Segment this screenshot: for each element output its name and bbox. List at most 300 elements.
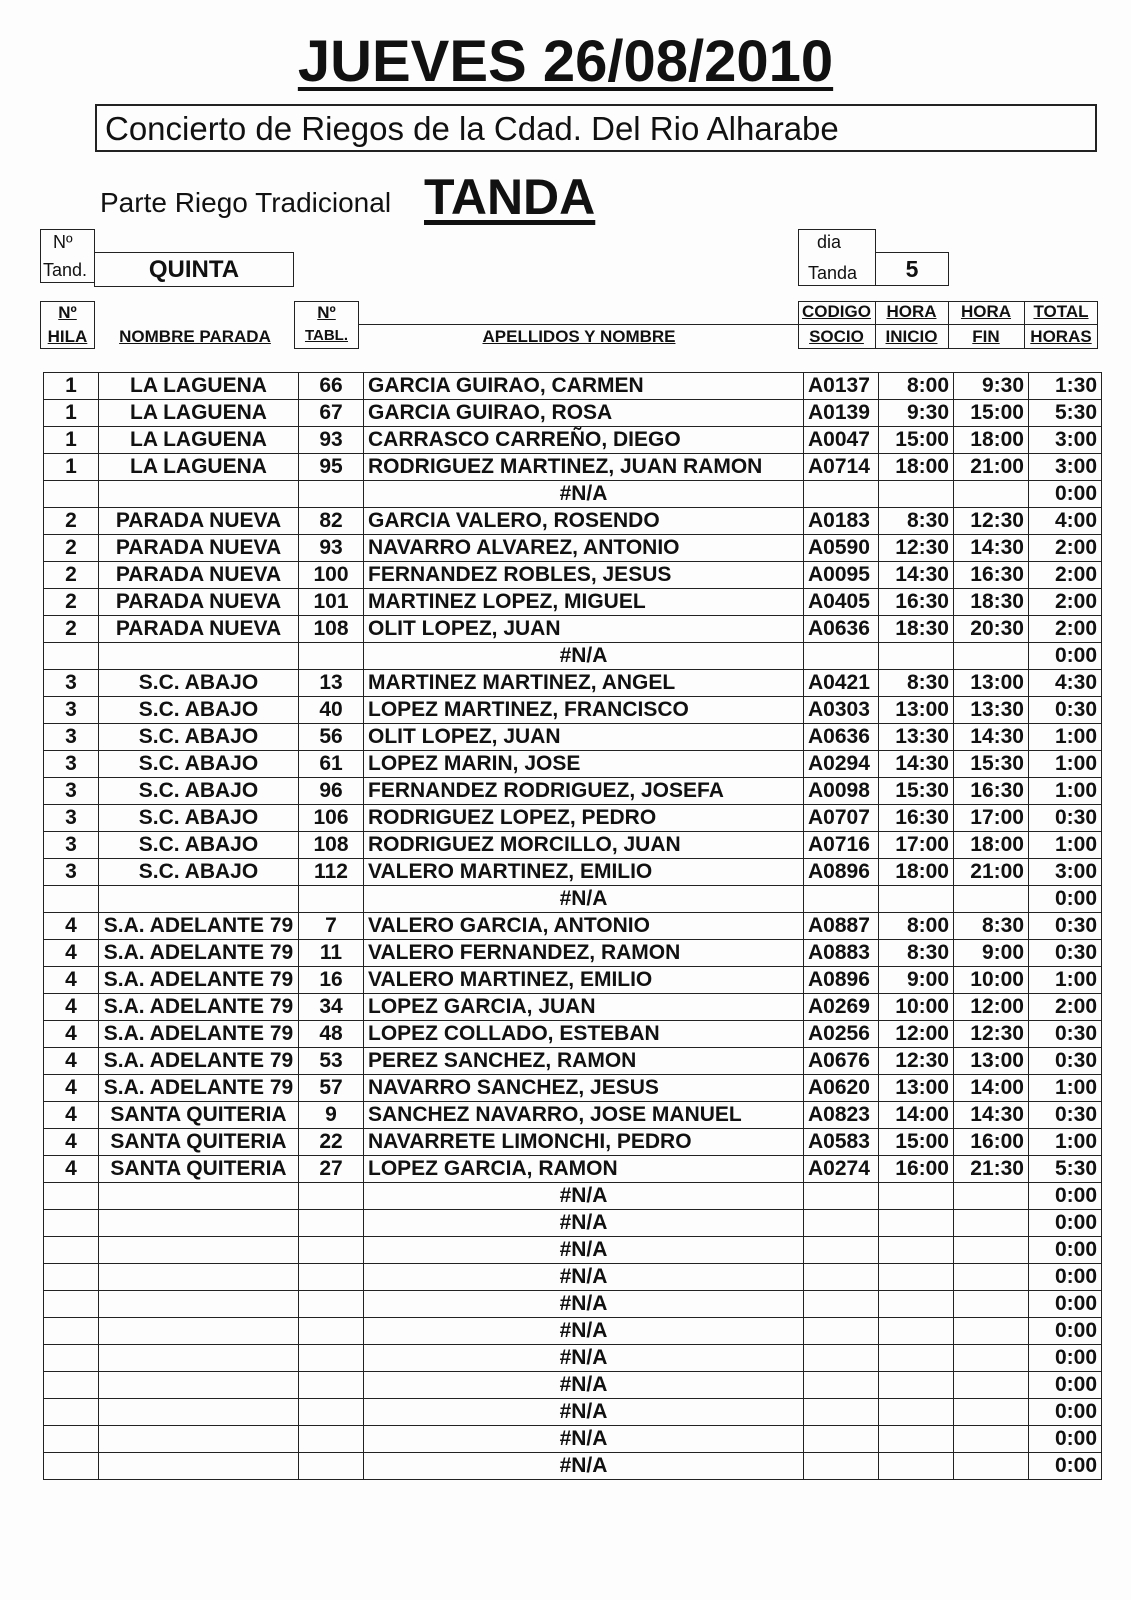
cell-inicio: 18:30	[879, 616, 954, 643]
cell-total: 0:30	[1029, 1048, 1102, 1075]
cell-codigo: A0883	[804, 940, 879, 967]
cell-hila: 1	[44, 427, 99, 454]
cell-parada: S.A. ADELANTE 79	[99, 1048, 299, 1075]
cell-hila: 4	[44, 1102, 99, 1129]
cell-inicio	[879, 481, 954, 508]
cell-parada: LA LAGUENA	[99, 454, 299, 481]
cell-hila: 3	[44, 724, 99, 751]
cell-hila: 2	[44, 535, 99, 562]
cell-nombre: GARCIA VALERO, ROSENDO	[364, 508, 804, 535]
cell-fin: 18:30	[954, 589, 1029, 616]
table-row	[44, 1075, 1102, 1102]
cell-hila: 3	[44, 751, 99, 778]
riego-table-body	[44, 373, 1102, 1480]
cell-inicio: 16:00	[879, 1156, 954, 1183]
cell-hila	[44, 1210, 99, 1237]
cell-parada: LA LAGUENA	[99, 400, 299, 427]
cell-parada: S.C. ABAJO	[99, 697, 299, 724]
cell-nombre: NAVARRETE LIMONCHI, PEDRO	[364, 1129, 804, 1156]
cell-fin: 16:00	[954, 1129, 1029, 1156]
cell-hila: 3	[44, 778, 99, 805]
table-row	[44, 1210, 1102, 1237]
cell-nombre: RODRIGUEZ MORCILLO, JUAN	[364, 832, 804, 859]
cell-fin	[954, 481, 1029, 508]
cell-inicio: 15:00	[879, 427, 954, 454]
cell-fin: 13:00	[954, 1048, 1029, 1075]
subtitle-box	[95, 104, 1097, 152]
cell-tabl	[299, 481, 364, 508]
cell-hila: 3	[44, 832, 99, 859]
cell-fin	[954, 1426, 1029, 1453]
cell-parada	[99, 1237, 299, 1264]
cell-parada	[99, 1318, 299, 1345]
cell-total: 2:00	[1029, 562, 1102, 589]
cell-nombre: LOPEZ GARCIA, JUAN	[364, 994, 804, 1021]
cell-codigo	[804, 1210, 879, 1237]
cell-hila	[44, 1264, 99, 1291]
cell-total: 0:30	[1029, 697, 1102, 724]
cell-fin: 21:00	[954, 859, 1029, 886]
cell-nombre: LOPEZ MARIN, JOSE	[364, 751, 804, 778]
cell-tabl: 95	[299, 454, 364, 481]
cell-hila	[44, 1291, 99, 1318]
table-row	[44, 1129, 1102, 1156]
cell-nombre: LOPEZ MARTINEZ, FRANCISCO	[364, 697, 804, 724]
cell-nombre: VALERO FERNANDEZ, RAMON	[364, 940, 804, 967]
cell-total: 0:00	[1029, 1372, 1102, 1399]
subtitle-text: Concierto de Riegos de la Cdad. Del Rio Alharabe	[105, 110, 839, 147]
table-row	[44, 670, 1102, 697]
cell-fin: 21:30	[954, 1156, 1029, 1183]
cell-fin: 9:00	[954, 940, 1029, 967]
cell-hila: 3	[44, 805, 99, 832]
cell-total: 4:00	[1029, 508, 1102, 535]
cell-hila	[44, 1237, 99, 1264]
cell-hila	[44, 1453, 99, 1480]
table-row	[44, 1318, 1102, 1345]
cell-total: 0:30	[1029, 1102, 1102, 1129]
cell-codigo	[804, 886, 879, 913]
cell-total: 0:30	[1029, 1021, 1102, 1048]
cell-fin: 13:30	[954, 697, 1029, 724]
table-row	[44, 994, 1102, 1021]
cell-parada: PARADA NUEVA	[99, 508, 299, 535]
cell-fin	[954, 1453, 1029, 1480]
cell-hila: 4	[44, 913, 99, 940]
cell-inicio: 12:00	[879, 1021, 954, 1048]
cell-codigo: A0707	[804, 805, 879, 832]
cell-fin	[954, 1318, 1029, 1345]
cell-hila: 2	[44, 562, 99, 589]
cell-nombre: #N/A	[364, 1183, 804, 1210]
cell-inicio	[879, 643, 954, 670]
cell-inicio	[879, 1372, 954, 1399]
cell-codigo	[804, 1318, 879, 1345]
cell-nombre: #N/A	[364, 643, 804, 670]
hdr-right-divider	[798, 324, 1098, 325]
cell-codigo	[804, 1399, 879, 1426]
cell-nombre: #N/A	[364, 1372, 804, 1399]
cell-nombre: GARCIA GUIRAO, CARMEN	[364, 373, 804, 400]
table-row	[44, 1426, 1102, 1453]
cell-tabl	[299, 1318, 364, 1345]
cell-total: 0:00	[1029, 1237, 1102, 1264]
cell-total: 1:00	[1029, 724, 1102, 751]
cell-hila	[44, 643, 99, 670]
table-row	[44, 373, 1102, 400]
table-row	[44, 967, 1102, 994]
cell-tabl: 61	[299, 751, 364, 778]
hdr-hila-1: Nº	[58, 303, 77, 322]
cell-hila	[44, 481, 99, 508]
cell-parada: S.A. ADELANTE 79	[99, 994, 299, 1021]
tanda-heading: TANDA	[424, 169, 596, 225]
cell-parada: LA LAGUENA	[99, 373, 299, 400]
cell-fin: 16:30	[954, 562, 1029, 589]
cell-fin: 8:30	[954, 913, 1029, 940]
cell-nombre: VALERO MARTINEZ, EMILIO	[364, 967, 804, 994]
cell-nombre: CARRASCO CARREÑO, DIEGO	[364, 427, 804, 454]
cell-hila	[44, 1372, 99, 1399]
cell-parada: S.A. ADELANTE 79	[99, 1075, 299, 1102]
cell-fin	[954, 1183, 1029, 1210]
cell-parada	[99, 1426, 299, 1453]
cell-codigo: A0139	[804, 400, 879, 427]
hdr-hila-2: HILA	[47, 327, 88, 346]
cell-fin: 18:00	[954, 427, 1029, 454]
cell-nombre: #N/A	[364, 1237, 804, 1264]
cell-fin: 21:00	[954, 454, 1029, 481]
cell-fin: 15:00	[954, 400, 1029, 427]
table-row	[44, 400, 1102, 427]
cell-total: 1:00	[1029, 1129, 1102, 1156]
cell-parada: SANTA QUITERIA	[99, 1102, 299, 1129]
cell-fin: 13:00	[954, 670, 1029, 697]
cell-total: 3:00	[1029, 859, 1102, 886]
cell-total: 4:30	[1029, 670, 1102, 697]
cell-hila: 4	[44, 1129, 99, 1156]
cell-nombre: PEREZ SANCHEZ, RAMON	[364, 1048, 804, 1075]
cell-nombre: LOPEZ COLLADO, ESTEBAN	[364, 1021, 804, 1048]
cell-codigo: A0269	[804, 994, 879, 1021]
cell-inicio: 12:30	[879, 535, 954, 562]
cell-nombre: VALERO MARTINEZ, EMILIO	[364, 859, 804, 886]
cell-tabl	[299, 1372, 364, 1399]
hdr-inicio-1: HORA	[886, 302, 937, 321]
cell-nombre: MARTINEZ LOPEZ, MIGUEL	[364, 589, 804, 616]
cell-parada	[99, 886, 299, 913]
cell-codigo: A0183	[804, 508, 879, 535]
cell-nombre: VALERO GARCIA, ANTONIO	[364, 913, 804, 940]
cell-inicio: 12:30	[879, 1048, 954, 1075]
cell-total: 0:00	[1029, 1426, 1102, 1453]
cell-total: 1:00	[1029, 1075, 1102, 1102]
cell-codigo	[804, 1291, 879, 1318]
table-row	[44, 1102, 1102, 1129]
cell-total: 2:00	[1029, 535, 1102, 562]
cell-codigo: A0716	[804, 832, 879, 859]
cell-codigo: A0620	[804, 1075, 879, 1102]
cell-inicio: 15:00	[879, 1129, 954, 1156]
table-row	[44, 940, 1102, 967]
cell-fin	[954, 1264, 1029, 1291]
cell-parada	[99, 1291, 299, 1318]
cell-tabl: 112	[299, 859, 364, 886]
cell-tabl	[299, 1210, 364, 1237]
cell-total: 2:00	[1029, 589, 1102, 616]
cell-total: 0:00	[1029, 1291, 1102, 1318]
cell-codigo	[804, 1453, 879, 1480]
cell-total: 0:00	[1029, 1183, 1102, 1210]
hdr-inicio-2: INICIO	[885, 327, 938, 346]
cell-inicio: 8:00	[879, 373, 954, 400]
cell-tabl	[299, 1399, 364, 1426]
table-row	[44, 616, 1102, 643]
cell-fin: 12:00	[954, 994, 1029, 1021]
cell-tabl: 9	[299, 1102, 364, 1129]
cell-parada: PARADA NUEVA	[99, 562, 299, 589]
hdr-fin-1: HORA	[960, 302, 1012, 321]
cell-inicio: 16:30	[879, 589, 954, 616]
cell-codigo: A0294	[804, 751, 879, 778]
dia-tanda-label-2: Tanda	[808, 263, 858, 283]
cell-parada: LA LAGUENA	[99, 427, 299, 454]
cell-inicio: 8:00	[879, 913, 954, 940]
hdr-fin-2: FIN	[972, 327, 1000, 346]
cell-parada	[99, 1264, 299, 1291]
cell-inicio	[879, 886, 954, 913]
cell-fin: 18:00	[954, 832, 1029, 859]
cell-hila: 4	[44, 1021, 99, 1048]
cell-fin: 12:30	[954, 508, 1029, 535]
cell-inicio: 10:00	[879, 994, 954, 1021]
cell-nombre: LOPEZ GARCIA, RAMON	[364, 1156, 804, 1183]
cell-total: 2:00	[1029, 994, 1102, 1021]
table-row	[44, 1453, 1102, 1480]
cell-total: 0:00	[1029, 1453, 1102, 1480]
cell-codigo: A0676	[804, 1048, 879, 1075]
cell-parada	[99, 1372, 299, 1399]
page-title	[0, 28, 1131, 95]
cell-tabl: 108	[299, 832, 364, 859]
cell-nombre: #N/A	[364, 1210, 804, 1237]
cell-parada: S.A. ADELANTE 79	[99, 940, 299, 967]
table-row	[44, 481, 1102, 508]
cell-inicio	[879, 1210, 954, 1237]
cell-inicio: 17:00	[879, 832, 954, 859]
table-row	[44, 1291, 1102, 1318]
cell-hila	[44, 1345, 99, 1372]
cell-nombre: #N/A	[364, 1318, 804, 1345]
cell-parada	[99, 1453, 299, 1480]
cell-total: 3:00	[1029, 454, 1102, 481]
cell-tabl	[299, 1453, 364, 1480]
cell-total: 5:30	[1029, 1156, 1102, 1183]
cell-inicio: 8:30	[879, 508, 954, 535]
cell-hila	[44, 1399, 99, 1426]
cell-codigo	[804, 1372, 879, 1399]
cell-fin: 16:30	[954, 778, 1029, 805]
cell-fin	[954, 1399, 1029, 1426]
table-row	[44, 589, 1102, 616]
hdr-total-1: TOTAL	[1033, 302, 1089, 321]
cell-total: 0:30	[1029, 913, 1102, 940]
cell-parada	[99, 1183, 299, 1210]
cell-codigo	[804, 1426, 879, 1453]
cell-fin: 14:30	[954, 724, 1029, 751]
cell-parada: S.C. ABAJO	[99, 859, 299, 886]
cell-nombre: OLIT LOPEZ, JUAN	[364, 724, 804, 751]
cell-inicio: 14:00	[879, 1102, 954, 1129]
cell-parada: S.C. ABAJO	[99, 832, 299, 859]
cell-parada: PARADA NUEVA	[99, 616, 299, 643]
riego-table	[43, 372, 1102, 1480]
hdr-nombre: APELLIDOS Y NOMBRE	[482, 327, 676, 346]
cell-inicio: 9:00	[879, 967, 954, 994]
cell-hila: 1	[44, 373, 99, 400]
cell-nombre: #N/A	[364, 1453, 804, 1480]
cell-codigo: A0714	[804, 454, 879, 481]
page-title-text: JUEVES 26/08/2010	[297, 29, 834, 94]
cell-inicio: 18:00	[879, 454, 954, 481]
cell-codigo: A0583	[804, 1129, 879, 1156]
cell-total: 0:00	[1029, 886, 1102, 913]
cell-nombre: #N/A	[364, 481, 804, 508]
cell-tabl	[299, 1426, 364, 1453]
cell-tabl: 106	[299, 805, 364, 832]
cell-fin	[954, 1345, 1029, 1372]
cell-total: 0:30	[1029, 805, 1102, 832]
cell-total: 0:00	[1029, 1399, 1102, 1426]
cell-inicio	[879, 1453, 954, 1480]
cell-parada: S.A. ADELANTE 79	[99, 913, 299, 940]
cell-hila	[44, 886, 99, 913]
cell-inicio: 14:30	[879, 751, 954, 778]
hdr-divider	[359, 324, 799, 325]
dia-tanda-value: 5	[875, 252, 949, 286]
cell-hila: 4	[44, 994, 99, 1021]
cell-parada: S.C. ABAJO	[99, 751, 299, 778]
cell-hila: 2	[44, 589, 99, 616]
cell-fin	[954, 886, 1029, 913]
cell-nombre: SANCHEZ NAVARRO, JOSE MANUEL	[364, 1102, 804, 1129]
n-tand-label-1: Nº	[53, 232, 73, 252]
cell-tabl	[299, 1264, 364, 1291]
cell-fin: 14:00	[954, 1075, 1029, 1102]
table-row	[44, 1399, 1102, 1426]
cell-codigo	[804, 1345, 879, 1372]
cell-tabl: 57	[299, 1075, 364, 1102]
cell-inicio	[879, 1183, 954, 1210]
cell-parada: S.A. ADELANTE 79	[99, 967, 299, 994]
cell-tabl: 34	[299, 994, 364, 1021]
cell-codigo	[804, 1237, 879, 1264]
cell-codigo: A0896	[804, 967, 879, 994]
cell-codigo: A0405	[804, 589, 879, 616]
cell-tabl	[299, 1291, 364, 1318]
cell-tabl: 48	[299, 1021, 364, 1048]
cell-codigo: A0887	[804, 913, 879, 940]
cell-hila: 3	[44, 670, 99, 697]
cell-tabl: 16	[299, 967, 364, 994]
cell-codigo	[804, 1264, 879, 1291]
cell-codigo: A0590	[804, 535, 879, 562]
cell-nombre: #N/A	[364, 1399, 804, 1426]
table-row	[44, 1048, 1102, 1075]
cell-nombre: RODRIGUEZ MARTINEZ, JUAN RAMON	[364, 454, 804, 481]
cell-inicio: 15:30	[879, 778, 954, 805]
cell-tabl: 56	[299, 724, 364, 751]
cell-inicio	[879, 1264, 954, 1291]
table-row	[44, 778, 1102, 805]
cell-fin: 14:30	[954, 1102, 1029, 1129]
cell-nombre: NAVARRO SANCHEZ, JESUS	[364, 1075, 804, 1102]
table-row	[44, 751, 1102, 778]
cell-nombre: RODRIGUEZ LOPEZ, PEDRO	[364, 805, 804, 832]
table-row	[44, 697, 1102, 724]
cell-nombre: NAVARRO ALVAREZ, ANTONIO	[364, 535, 804, 562]
cell-hila: 4	[44, 967, 99, 994]
table-row	[44, 724, 1102, 751]
cell-codigo: A0274	[804, 1156, 879, 1183]
table-row	[44, 886, 1102, 913]
table-row	[44, 805, 1102, 832]
cell-total: 3:00	[1029, 427, 1102, 454]
cell-tabl: 13	[299, 670, 364, 697]
table-row	[44, 1345, 1102, 1372]
cell-inicio: 8:30	[879, 940, 954, 967]
cell-codigo: A0896	[804, 859, 879, 886]
cell-parada: S.C. ABAJO	[99, 724, 299, 751]
table-row	[44, 562, 1102, 589]
cell-codigo: A0095	[804, 562, 879, 589]
cell-parada: SANTA QUITERIA	[99, 1129, 299, 1156]
cell-inicio	[879, 1291, 954, 1318]
cell-tabl: 7	[299, 913, 364, 940]
cell-tabl: 93	[299, 535, 364, 562]
cell-parada: S.A. ADELANTE 79	[99, 1021, 299, 1048]
hdr-total-2: HORAS	[1030, 327, 1092, 346]
cell-hila: 4	[44, 1156, 99, 1183]
parte-label: Parte Riego Tradicional	[100, 187, 392, 218]
cell-fin: 9:30	[954, 373, 1029, 400]
cell-tabl: 101	[299, 589, 364, 616]
cell-parada	[99, 1345, 299, 1372]
table-row	[44, 508, 1102, 535]
cell-tabl: 67	[299, 400, 364, 427]
cell-inicio	[879, 1237, 954, 1264]
cell-tabl	[299, 886, 364, 913]
cell-tabl: 11	[299, 940, 364, 967]
cell-nombre: FERNANDEZ RODRIGUEZ, JOSEFA	[364, 778, 804, 805]
table-row	[44, 1183, 1102, 1210]
table-row	[44, 427, 1102, 454]
cell-fin	[954, 1372, 1029, 1399]
cell-total: 0:00	[1029, 481, 1102, 508]
cell-hila	[44, 1318, 99, 1345]
cell-total: 2:00	[1029, 616, 1102, 643]
cell-tabl	[299, 1183, 364, 1210]
cell-codigo	[804, 1183, 879, 1210]
cell-parada: SANTA QUITERIA	[99, 1156, 299, 1183]
cell-inicio	[879, 1318, 954, 1345]
cell-fin	[954, 643, 1029, 670]
cell-total: 0:00	[1029, 1210, 1102, 1237]
cell-hila: 3	[44, 697, 99, 724]
cell-parada: S.C. ABAJO	[99, 670, 299, 697]
cell-inicio	[879, 1399, 954, 1426]
cell-inicio: 13:30	[879, 724, 954, 751]
